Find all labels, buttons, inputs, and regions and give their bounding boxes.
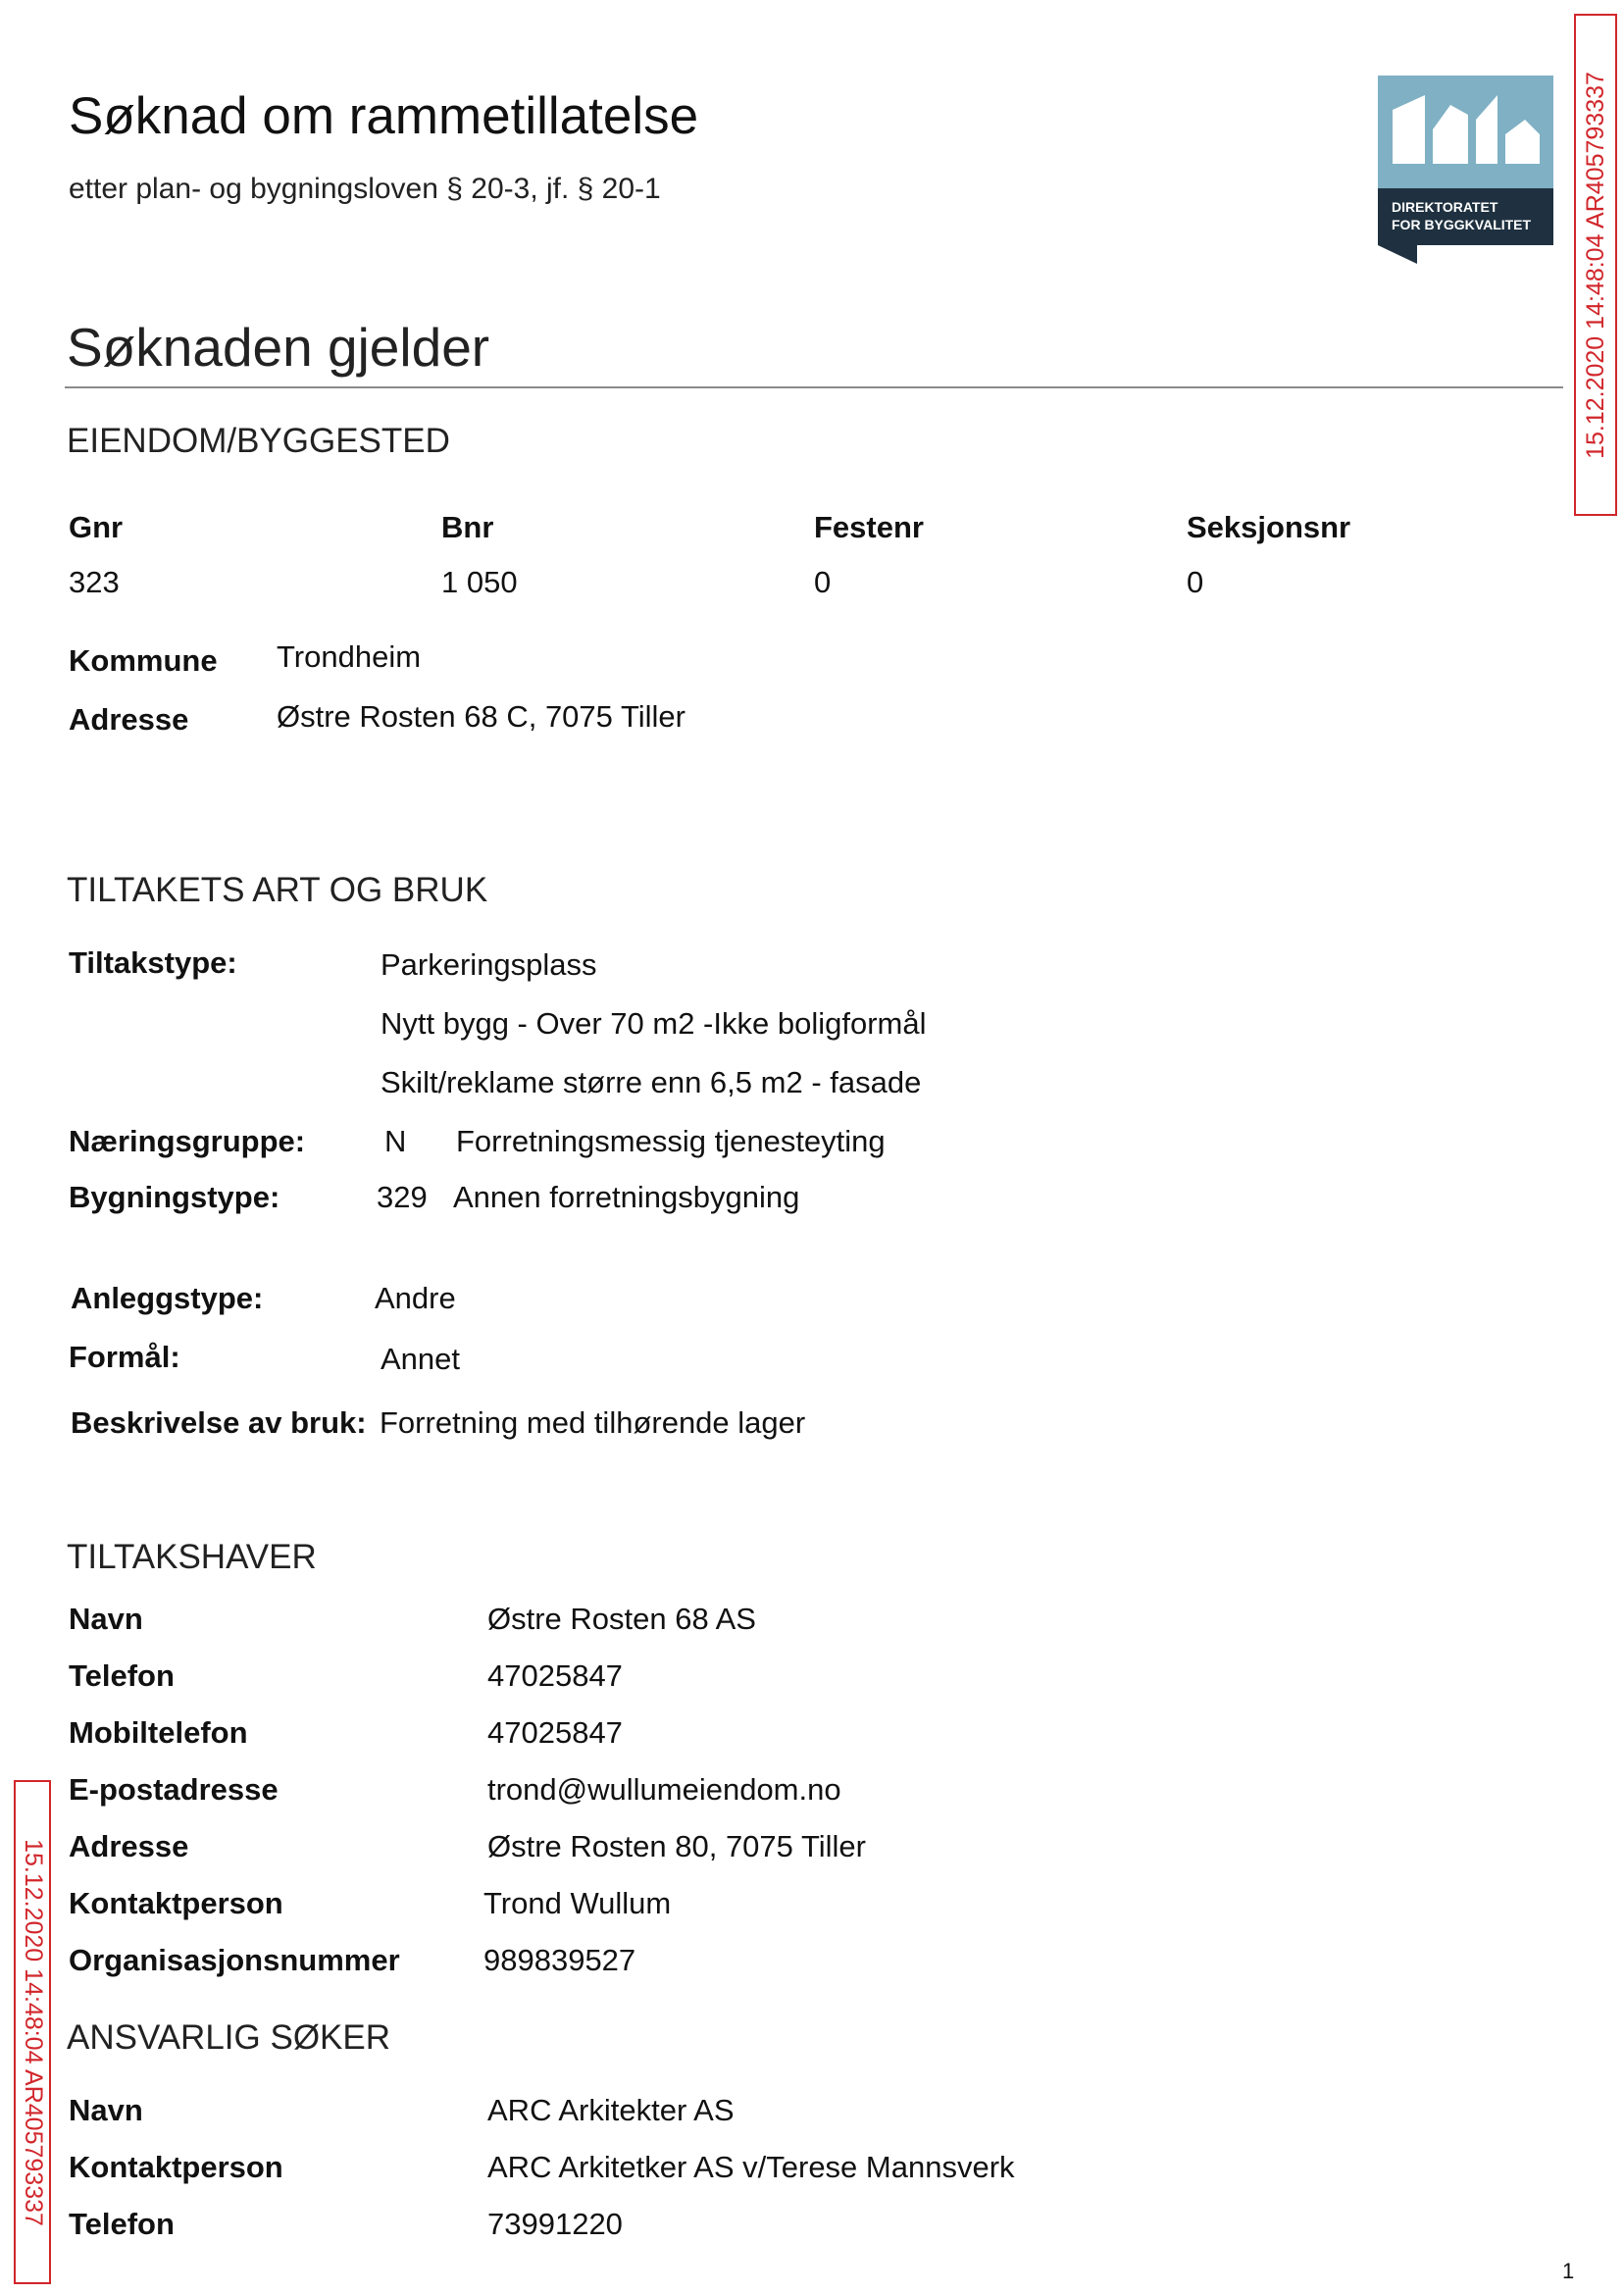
adresse-value: Østre Rosten 68 C, 7075 Tiller [277,699,685,734]
soker-kontakt-value: ARC Arkitetker AS v/Terese Mannsverk [487,2150,1015,2184]
timestamp-stamp-bottom [14,1780,51,2284]
bnr-label: Bnr [441,510,494,544]
bygningstype-label: Bygningstype: [69,1180,280,1214]
soker-telefon-value: 73991220 [487,2207,623,2241]
tiltakshaver-mobil-label: Mobiltelefon [69,1715,248,1750]
bygningstype-code: 329 [377,1180,428,1214]
beskrivelse-value: Forretning med tilhørende lager [380,1405,806,1440]
soker-navn-label: Navn [69,2093,143,2127]
tiltakstype-item: Parkeringsplass [381,947,597,982]
soker-telefon-label: Telefon [69,2207,175,2241]
festenr-value: 0 [814,565,832,599]
formal-label: Formål: [69,1340,180,1374]
tiltakshaver-adresse-label: Adresse [69,1829,189,1863]
stamp-text: 15.12.2020 14:48:04 AR405793337 [19,1838,47,2226]
tiltakshaver-telefon-label: Telefon [69,1658,175,1693]
gnr-label: Gnr [69,510,124,544]
tiltakstype-item: Skilt/reklame større enn 6,5 m2 - fasade [381,1065,922,1099]
kommune-label: Kommune [69,643,218,678]
tiltakshaver-adresse-value: Østre Rosten 80, 7075 Tiller [487,1829,866,1863]
bnr-value: 1 050 [441,565,518,599]
naeringsgruppe-code: N [384,1124,407,1158]
section-heading-tiltakshaver: TILTAKSHAVER [67,1538,317,1576]
logo-text-line1: DIREKTORATET [1392,199,1498,215]
dibk-logo [1378,76,1553,264]
section-heading-eiendom: EIENDOM/BYGGESTED [67,422,450,460]
tiltakshaver-epost-label: E-postadresse [69,1772,279,1807]
festenr-label: Festenr [814,510,924,544]
formal-value: Annet [381,1342,461,1376]
tiltakshaver-kontakt-label: Kontaktperson [69,1886,283,1920]
document-subtitle: etter plan- og bygningsloven § 20-3, jf. § 20-1 [69,173,661,205]
soker-navn-value: ARC Arkitekter AS [487,2093,735,2127]
tiltakshaver-navn-label: Navn [69,1602,143,1636]
seksjonsnr-value: 0 [1187,565,1204,599]
beskrivelse-label: Beskrivelse av bruk: [71,1405,367,1440]
tiltakshaver-kontakt-value: Trond Wullum [483,1886,672,1920]
bygningstype-value: Annen forretningsbygning [453,1180,800,1214]
kommune-value: Trondheim [277,639,422,674]
naeringsgruppe-label: Næringsgruppe: [69,1124,306,1158]
page-number: 1 [1562,2259,1575,2283]
tiltakshaver-orgnr-label: Organisasjonsnummer [69,1943,400,1977]
tiltakshaver-navn-value: Østre Rosten 68 AS [487,1602,756,1636]
section-heading-tiltak: TILTAKETS ART OG BRUK [67,871,488,909]
tiltakshaver-mobil-value: 47025847 [487,1715,623,1750]
tiltakshaver-telefon-value: 47025847 [487,1658,623,1693]
main-heading: Søknaden gjelder [67,317,490,378]
tiltakstype-label: Tiltakstype: [69,945,237,980]
tiltakstype-item: Nytt bygg - Over 70 m2 -Ikke boligformål [381,1006,927,1041]
tiltakshaver-orgnr-value: 989839527 [483,1943,636,1977]
seksjonsnr-label: Seksjonsnr [1187,510,1351,544]
tiltakshaver-epost-value: trond@wullumeiendom.no [487,1772,841,1807]
document-title: Søknad om rammetillatelse [69,87,699,145]
gnr-value: 323 [69,565,120,599]
stamp-text: 15.12.2020 14:48:04 AR405793337 [1581,71,1609,459]
anleggstype-label: Anleggstype: [71,1281,264,1315]
timestamp-stamp-top [1574,14,1617,516]
naeringsgruppe-value: Forretningsmessig tjenesteyting [456,1124,886,1158]
logo-text-line2: FOR BYGGKVALITET [1392,217,1532,232]
adresse-label: Adresse [69,702,189,737]
section-heading-ansvarlig-soker: ANSVARLIG SØKER [67,2018,391,2057]
anleggstype-value: Andre [375,1281,456,1315]
heading-divider [65,386,1563,388]
soker-kontakt-label: Kontaktperson [69,2150,283,2184]
